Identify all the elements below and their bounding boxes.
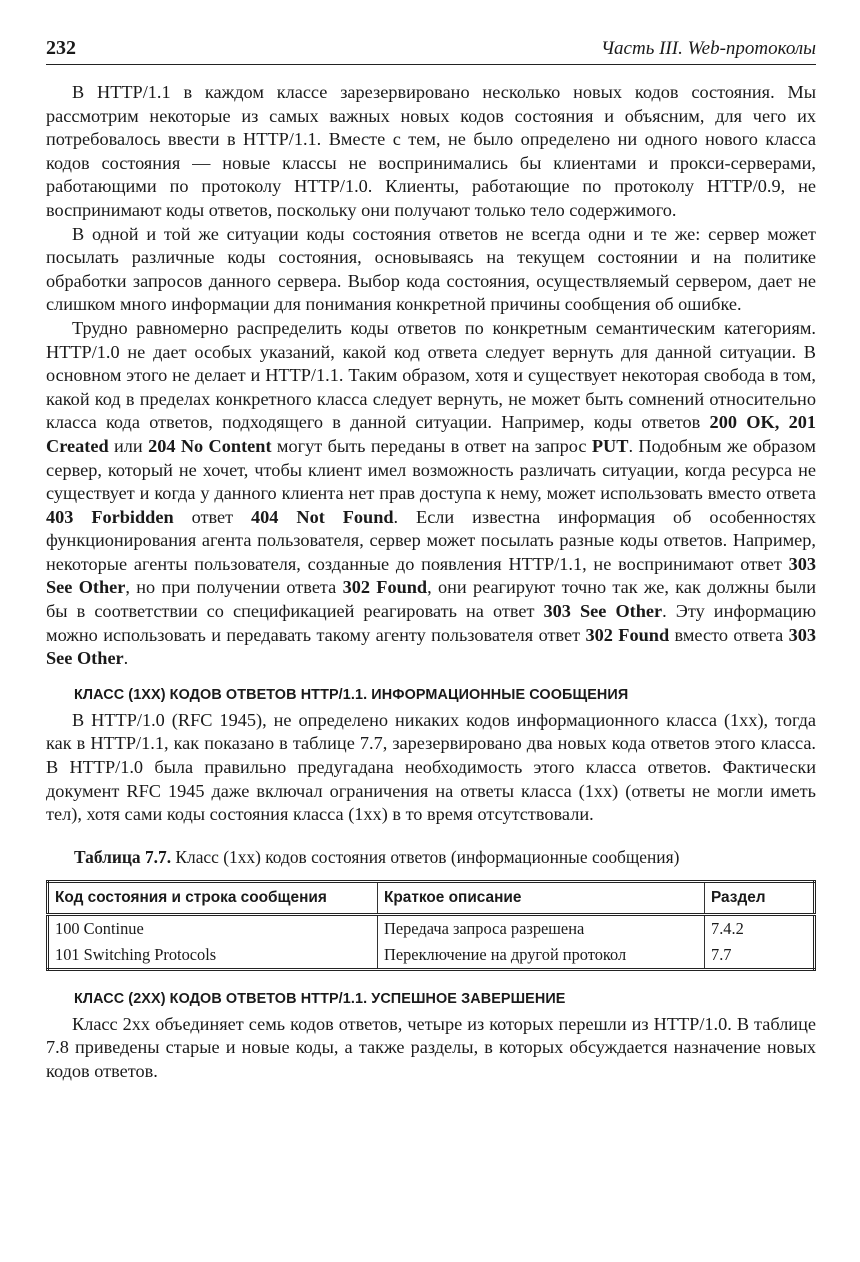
body-text: , но при получении ответа bbox=[125, 577, 343, 598]
body-text: . Эту информацию можно использовать и передавать такому агенту пользователя ответ bbox=[46, 601, 816, 645]
paragraph bbox=[46, 223, 816, 317]
table-row bbox=[48, 942, 815, 970]
page-header bbox=[46, 30, 816, 65]
table-caption bbox=[74, 847, 816, 868]
body-text: . bbox=[123, 648, 129, 669]
table-caption-label: Таблица 7.7. bbox=[74, 846, 172, 867]
status-code-text: 303 See Other bbox=[46, 553, 816, 598]
body-text: Трудно равномерно распределить коды ответов по конкретным семантическим категориям. HTTP/1.0 не дает особых указаний, какой код ответа следует вернуть для данной ситуации. В основном этого не делает и HTTP/1.1. Таким образом, хотя и существует некоторая свобода в том, какой код в пределах конкретного класса следует вернуть, не может быть сомнений относительно класса кода ответов, подходящего в данной ситуации. Например, коды ответов bbox=[46, 317, 816, 433]
column-header-description: Краткое описание bbox=[378, 881, 705, 914]
section-heading: КЛАСС (2XX) КОДОВ ОТВЕТОВ HTTP/1.1. УСПЕШНОЕ ЗАВЕРШЕНИЕ bbox=[74, 990, 566, 1007]
page-content bbox=[46, 81, 816, 1084]
body-text: В HTTP/1.1 в каждом классе зарезервировано несколько новых кодов состояния. Мы рассмотрим некоторые из самых важных новых кодов состояния и объясним, для чего их потребовалось ввести в HTTP/1.1. Вместе с тем, не было определено ни одного нового класса кодов состояния — новые классы не воспринимались бы клиентами и прокси-серверами, работающими по протоколу HTTP/1.0. Клиенты, работающие по протоколу HTTP/0.9, не воспринимают коды ответов, поскольку они получают только тело содержимого. bbox=[46, 82, 816, 220]
column-header-code: Код состояния и строка сообщения bbox=[48, 881, 378, 914]
column-header-section: Раздел bbox=[705, 881, 815, 914]
body-text: , они реагируют точно так же, как должны были бы в соответствии со спецификацией реагировать на ответ bbox=[46, 577, 816, 622]
table-cell-description: Переключение на другой протокол bbox=[378, 942, 705, 970]
status-code-text: 403 Forbidden bbox=[46, 506, 174, 527]
table-row bbox=[48, 914, 815, 942]
status-code-text: 200 OK, 201 Created bbox=[46, 412, 816, 456]
body-text: могут быть переданы в ответ на запрос bbox=[271, 435, 592, 456]
status-code-table bbox=[46, 880, 816, 971]
table-cell-code: 101 Switching Protocols bbox=[48, 942, 378, 970]
table-cell-section: 7.7 bbox=[705, 942, 815, 970]
paragraph bbox=[46, 317, 816, 671]
table-cell-code: 100 Continue bbox=[48, 914, 378, 942]
body-text: В одной и той же ситуации коды состояния ответов не всегда одни и те же: сервер может посылать различные коды состояния, основываясь на текущем состоянии и на политике обработки запросов данного сервера. Выбор кода состояния, осуществляемый сервером, дает не слишком много информации для понимания конкретной причины сообщения об ошибке. bbox=[46, 223, 816, 315]
status-code-text: 302 Found bbox=[342, 577, 428, 598]
running-title: Часть III. Web-протоколы bbox=[600, 38, 816, 59]
status-code-text: 404 Not Found bbox=[251, 506, 394, 527]
status-code-text: 302 Found bbox=[585, 624, 670, 645]
table-caption-text: Класс (1xx) кодов состояния ответов (информационные сообщения) bbox=[175, 846, 680, 867]
page-number: 232 bbox=[46, 37, 76, 59]
status-code-text: 303 See Other bbox=[543, 601, 663, 622]
table-cell-description: Передача запроса разрешена bbox=[378, 914, 705, 942]
body-text: ответ bbox=[173, 506, 252, 527]
status-code-text: PUT bbox=[591, 435, 629, 456]
status-code-text: 303 See Other bbox=[46, 624, 817, 669]
body-text: вместо ответа bbox=[669, 624, 789, 645]
status-code-text: 204 No Content bbox=[148, 435, 272, 456]
paragraph: Класс 2xx объединяет семь кодов ответов, четыре из которых перешли из HTTP/1.0. В таблице 7.8 приведены старые и новые коды, а также разделы, в которых обсуждается назначение новых кодов ответов. bbox=[46, 1013, 816, 1081]
paragraph bbox=[46, 81, 816, 223]
body-text: . Если известна информация об особенностях функционирования агента пользователя, сервер может посылать разные коды ответов. Например, некоторые агенты пользователя, созданные до появления HTTP/1.1, не воспринимают ответ bbox=[46, 506, 816, 574]
table-cell-section: 7.4.2 bbox=[705, 914, 815, 942]
paragraph: В HTTP/1.0 (RFC 1945), не определено никаких кодов информационного класса (1xx), тогда как в HTTP/1.1, как показано в таблице 7.7, зарезервировано два новых кода ответов этого класса. В HTTP/1.0 была правильно предугадана необходимость этого класса ответов. Фактически документ RFC 1945 даже включал ограничения на ответы класса (1xx) (ответы не могли иметь тел), хотя сами коды состояния класса (1xx) в то время отсутствовали. bbox=[46, 709, 816, 825]
section-heading: КЛАСС (1XX) КОДОВ ОТВЕТОВ HTTP/1.1. ИНФОРМАЦИОННЫЕ СООБЩЕНИЯ bbox=[74, 686, 629, 703]
book-page bbox=[46, 30, 816, 1084]
body-text: . Подобным же образом сервер, который не хочет, чтобы клиент имел возможность различать ситуации, когда ресурса не существует и когда у данного клиента нет прав доступа к нему, может использовать вместо ответа bbox=[46, 435, 816, 504]
table-header-row bbox=[48, 881, 815, 914]
body-text: или bbox=[108, 435, 149, 456]
